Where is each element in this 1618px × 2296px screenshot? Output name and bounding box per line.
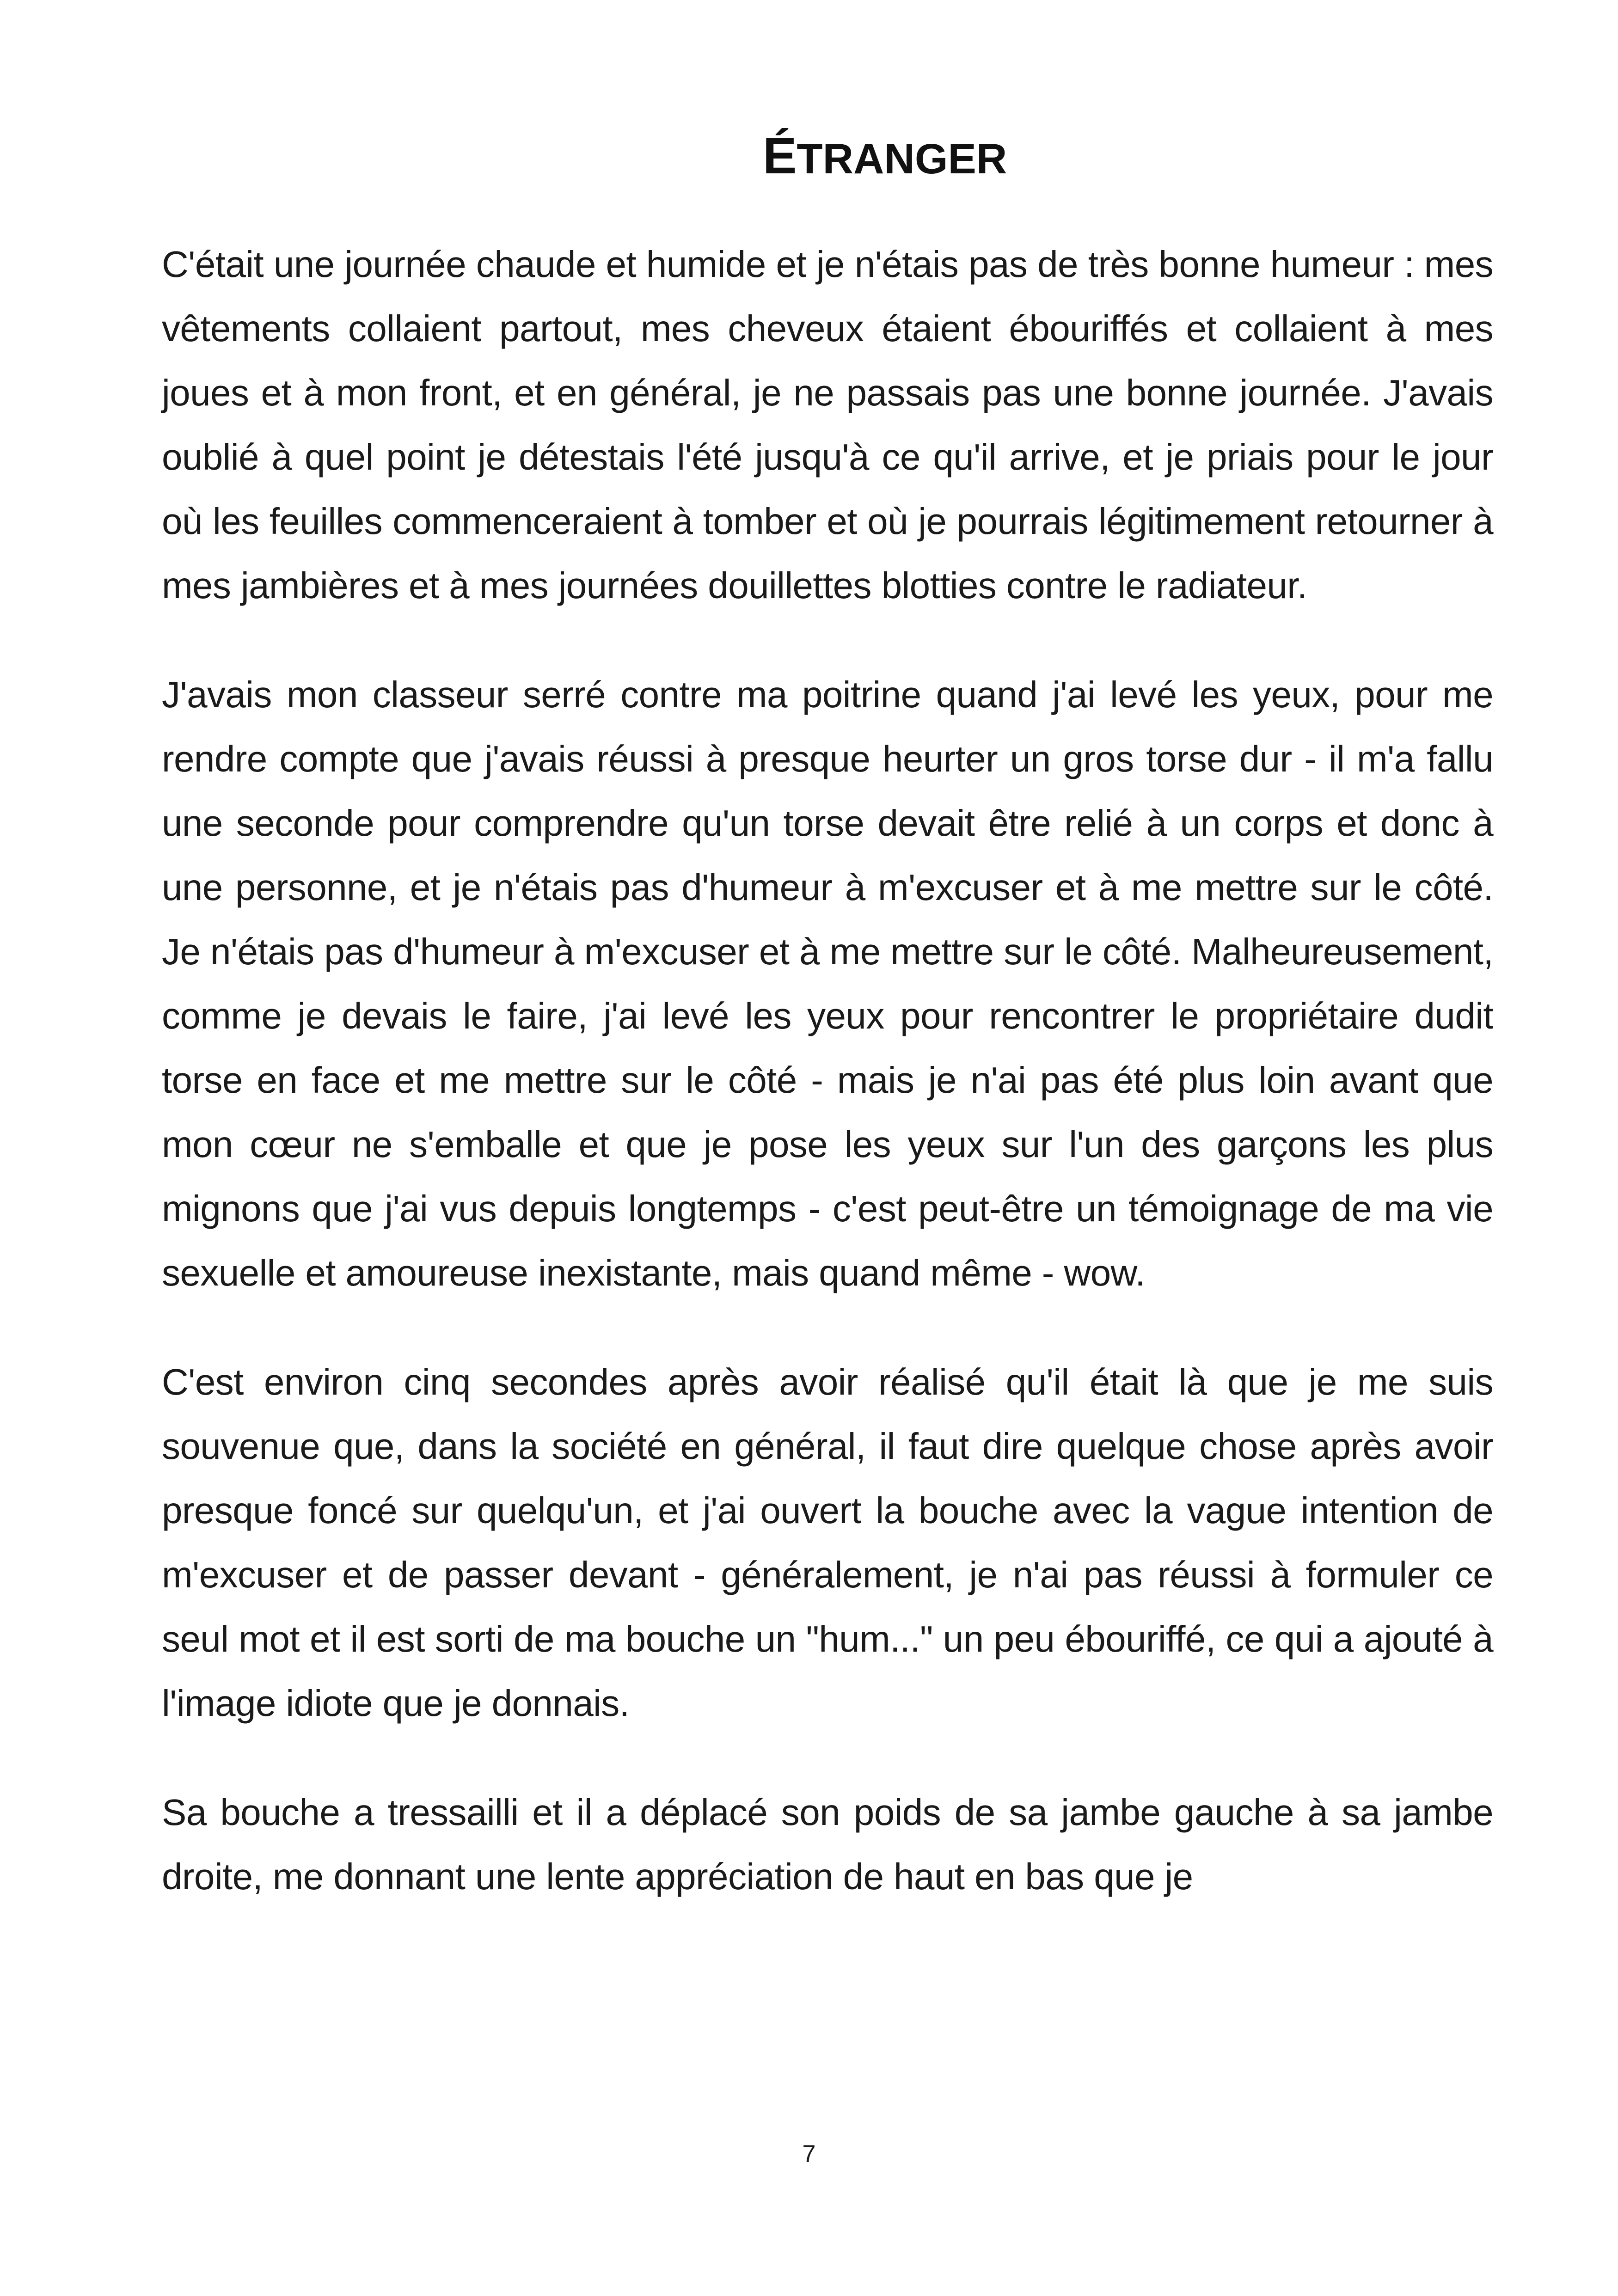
page-number: 7 <box>802 2141 816 2167</box>
paragraph-3: C'est environ cinq secondes après avoir réalisé qu'il était là que je me suis souvenue que, dans la société en général, il faut dire quelque chose après avoir presque foncé sur quelqu'un, et j'ai ouvert la bouche avec la vague intention de m'excuser et de passer devant - généralement, je n'ai pas réussi à formuler ce seul mot et il est sorti de ma bouche un "hum..." un peu ébouriffé, ce qui a ajouté à l'image idiote que je donnais. <box>162 1361 1493 1724</box>
paragraph-4: Sa bouche a tressailli et il a déplacé son poids de sa jambe gauche à sa jambe droite, me donnant une lente appréciation de haut en bas que je <box>162 1792 1493 1897</box>
chapter-title: ÉTRANGER <box>763 128 1007 184</box>
chapter-body <box>162 232 1493 1953</box>
paragraph-1: C'était une journée chaude et humide et je n'étais pas de très bonne humeur : mes vêtements collaient partout, mes cheveux étaient ébouriffés et collaient à mes joues et à mon front, et en général, je ne passais pas une bonne journée. J'avais oublié à quel point je détestais l'été jusqu'à ce qu'il arrive, et je priais pour le jour où les feuilles commenceraient à tomber et où je pourrais légitimement retourner à mes jambières et à mes journées douillettes blotties contre le radiateur. <box>162 244 1493 606</box>
paragraph-2: J'avais mon classeur serré contre ma poitrine quand j'ai levé les yeux, pour me rendre compte que j'avais réussi à presque heurter un gros torse dur - il m'a fallu une seconde pour comprendre qu'un torse devait être relié à un corps et donc à une personne, et je n'étais pas d'humeur à m'excuser et à me mettre sur le côté. Je n'étais pas d'humeur à m'excuser et à me mettre sur le côté. Malheureusement, comme je devais le faire, j'ai levé les yeux pour rencontrer le propriétaire dudit torse en face et me mettre sur le côté - mais je n'ai pas été plus loin avant que mon cœur ne s'emballe et que je pose les yeux sur l'un des garçons les plus mignons que j'ai vus depuis longtemps - c'est peut-être un témoignage de ma vie sexuelle et amoureuse inexistante, mais quand même - wow. <box>162 674 1493 1293</box>
